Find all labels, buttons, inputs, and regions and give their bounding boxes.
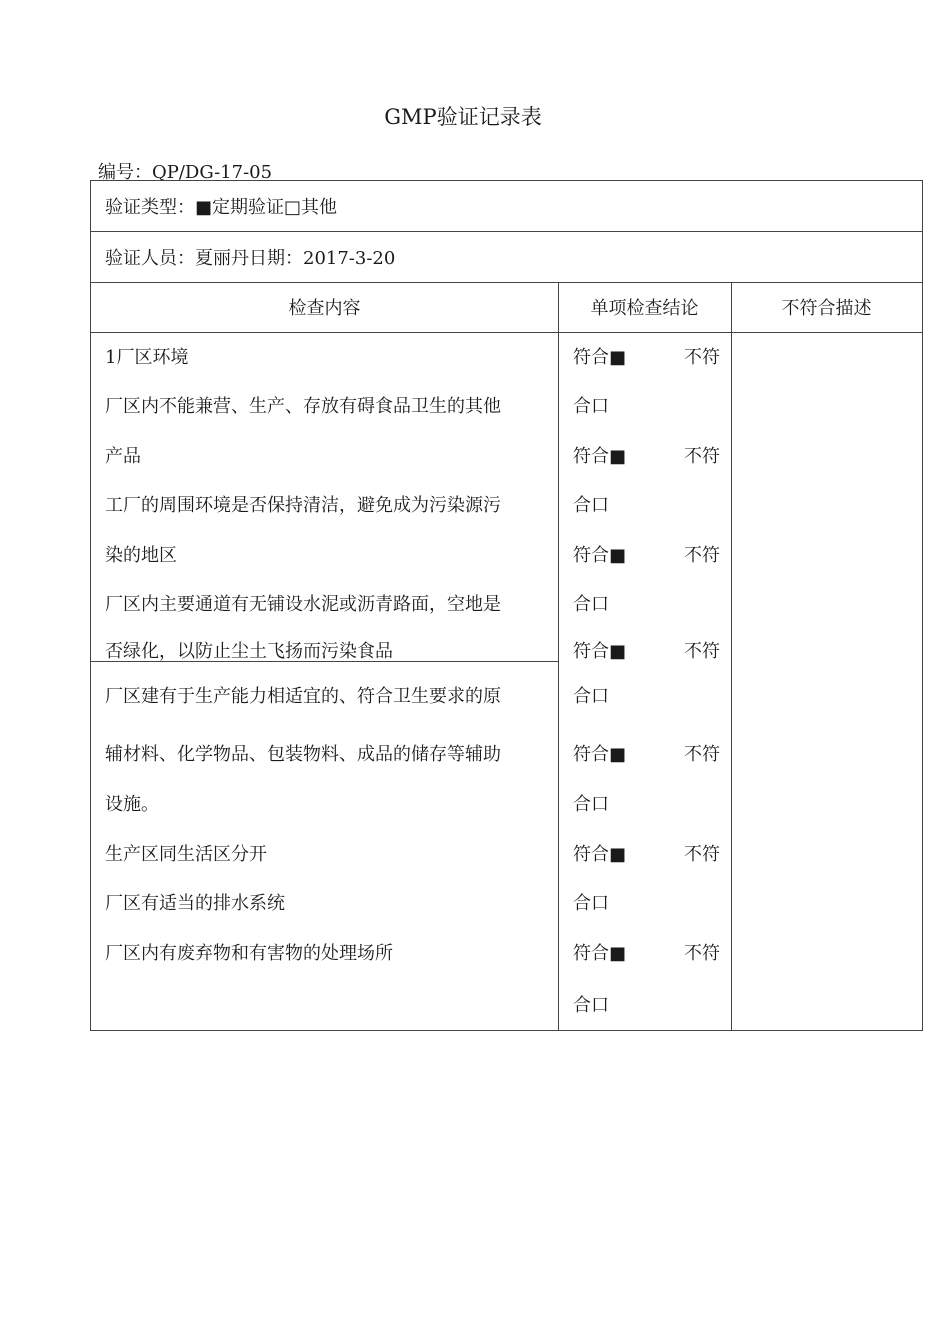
row-divider [91,231,922,232]
result-conform: 符合■ [573,347,627,368]
result-not-conform-cont: 合口 [573,686,609,707]
content-line: 厂区内不能兼营、生产、存放有碍食品卫生的其他 [105,396,501,417]
content-line: 工厂的周围环境是否保持清洁，避免成为污染源污 [105,495,501,516]
header-item-result: 单项检查结论 [590,298,699,319]
document-number: 编号：QP/DG-17-05 [98,162,273,183]
content-line: 1厂区环境 [105,347,189,368]
verify-person-date: 验证人员：夏丽丹日期：2017-3-20 [105,248,396,269]
result-not-conform-cont: 合口 [573,396,609,417]
result-conform: 符合■ [573,943,627,964]
content-line: 厂区建有于生产能力相适宜的、符合卫生要求的原 [105,686,501,707]
result-not-conform: 不符 [684,943,720,964]
content-line: 设施。 [105,794,159,815]
result-not-conform-cont: 合口 [573,995,609,1016]
result-not-conform-cont: 合口 [573,893,609,914]
content-line: 厂区内有废弃物和有害物的处理场所 [105,943,393,964]
result-not-conform: 不符 [684,744,720,765]
result-not-conform-cont: 合口 [573,794,609,815]
result-not-conform: 不符 [684,446,720,467]
page-title: GMP验证记录表 [384,105,542,129]
row-divider [91,332,922,333]
result-conform: 符合■ [573,446,627,467]
result-conform: 符合■ [573,641,627,662]
result-not-conform: 不符 [684,545,720,566]
result-conform: 符合■ [573,545,627,566]
content-line: 生产区同生活区分开 [105,844,267,865]
header-nonconformity: 不符合描述 [781,298,872,319]
verify-type: 验证类型：■定期验证□其他 [105,197,338,218]
content-line: 厂区有适当的排水系统 [105,893,285,914]
column-divider [558,282,559,1030]
content-line: 产品 [105,446,141,467]
content-line: 辅材料、化学物品、包装物料、成品的储存等辅助 [105,744,501,765]
result-conform: 符合■ [573,844,627,865]
verification-table [90,180,923,1031]
column-divider [731,282,732,1030]
result-not-conform-cont: 合口 [573,594,609,615]
result-not-conform-cont: 合口 [573,495,609,516]
row-divider [91,282,922,283]
result-not-conform: 不符 [684,844,720,865]
result-not-conform: 不符 [684,347,720,368]
content-line: 染的地区 [105,545,177,566]
content-line: 否绿化，以防止尘土飞扬而污染食品 [105,641,393,662]
header-check-content: 检查内容 [288,298,361,319]
result-not-conform: 不符 [684,641,720,662]
result-conform: 符合■ [573,744,627,765]
content-line: 厂区内主要通道有无铺设水泥或沥青路面，空地是 [105,594,501,615]
